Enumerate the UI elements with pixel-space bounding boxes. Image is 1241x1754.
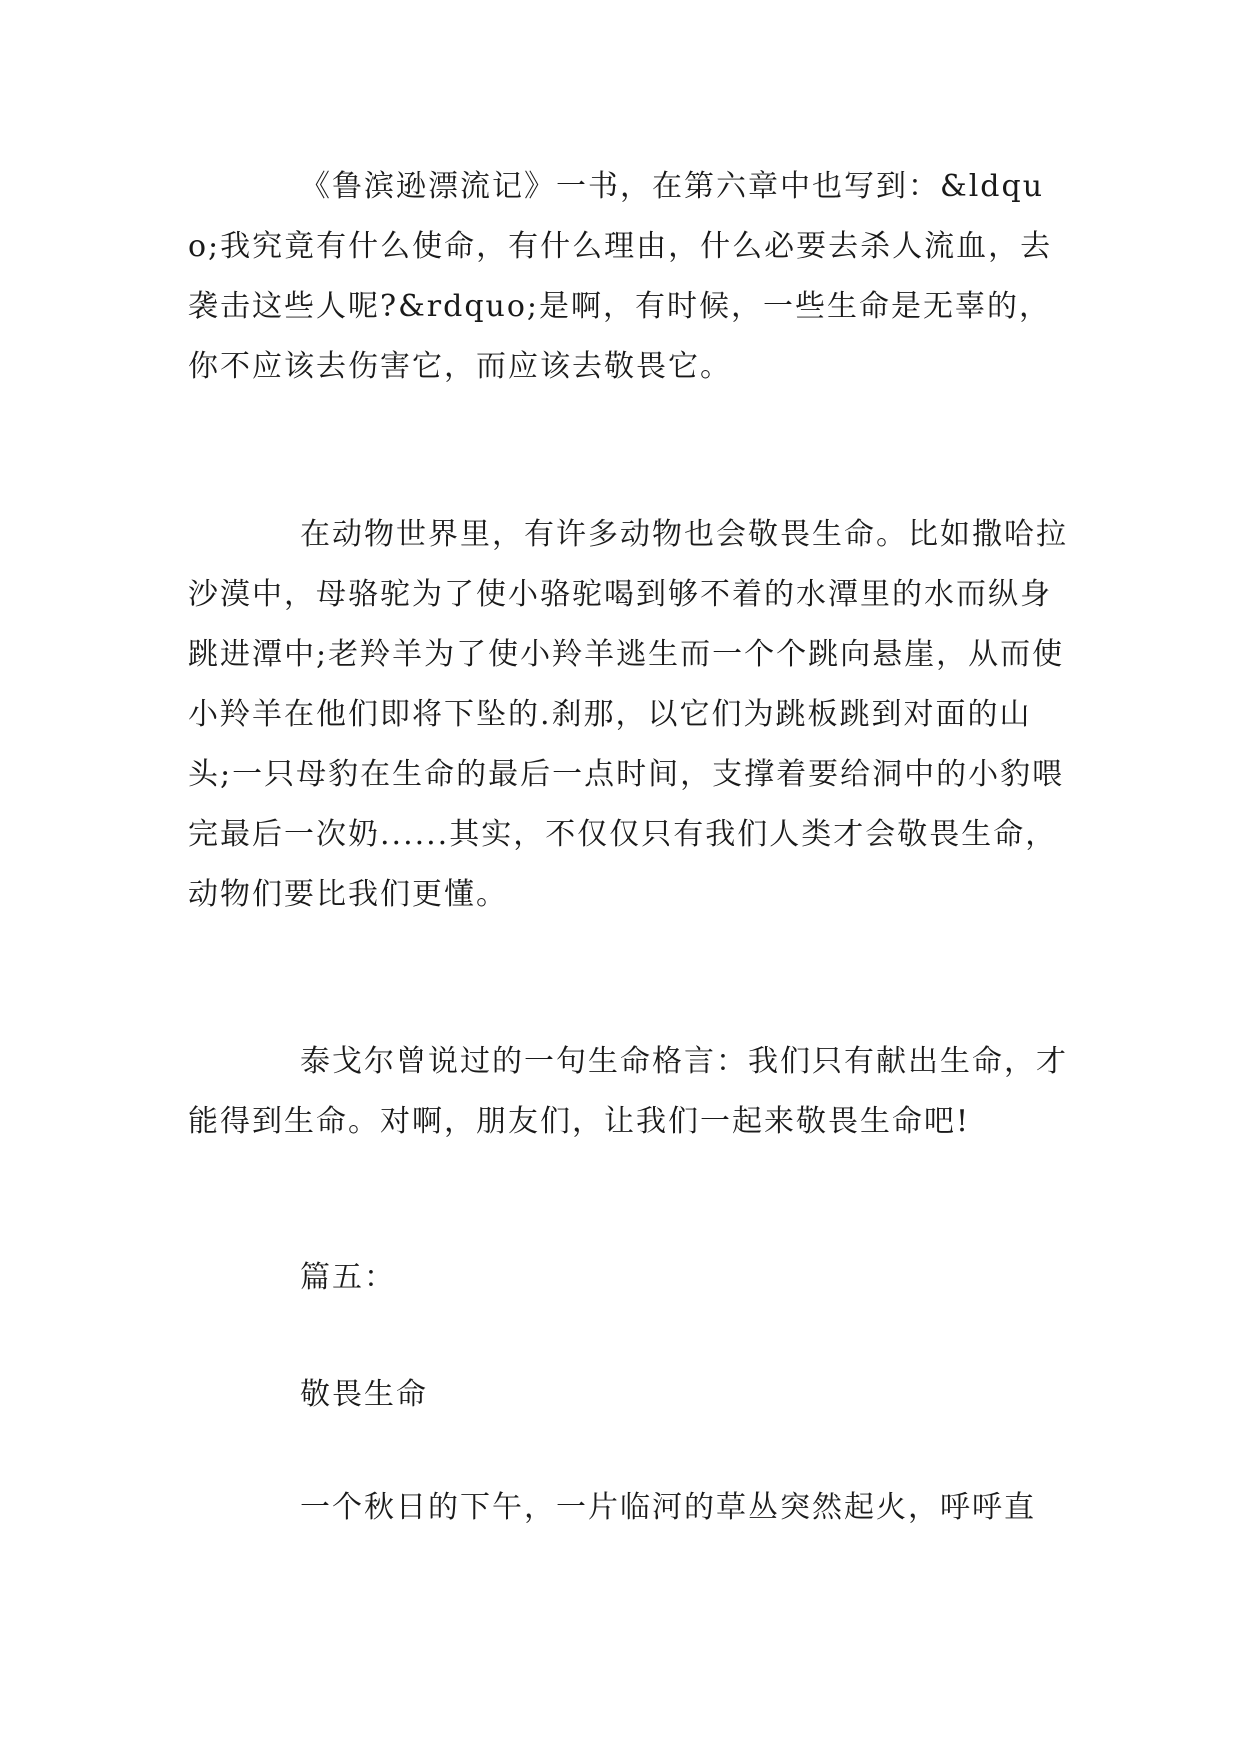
paragraph-robinson-crusoe: 《鲁滨逊漂流记》一书，在第六章中也写到：&ldquo;我究竟有什么使命，有什么理由，什么必要去杀人流血，去袭击这些人呢?&rdquo;是啊，有时候，一些生命是无辜的，你不应该去伤害它，而应该去敬畏它。 bbox=[188, 169, 1053, 384]
section-title: 敬畏生命 bbox=[300, 1377, 428, 1412]
paragraph-animal-world: 在动物世界里，有许多动物也会敬畏生命。比如撒哈拉沙漠中，母骆驼为了使小骆驼喝到够不着的水潭里的水而纵身跳进潭中;老羚羊为了使小羚羊逃生而一个个跳向悬崖，从而使小羚羊在他们即将下坠的.刹那，以它们为跳板跳到对面的山头;一只母豹在生命的最后一点时间，支撑着要给洞中的小豹喂完最后一次奶......其实，不仅仅只有我们人类才会敬畏生命，动物们要比我们更懂。 bbox=[188, 517, 1068, 912]
paragraph-autumn-fire: 一个秋日的下午，一片临河的草丛突然起火，呼呼直 bbox=[300, 1490, 1036, 1525]
paragraph-tagore-quote: 泰戈尔曾说过的一句生命格言：我们只有献出生命，才能得到生命。对啊，朋友们，让我们一起来敬畏生命吧! bbox=[188, 1044, 1068, 1139]
section-label: 篇五： bbox=[300, 1260, 396, 1295]
